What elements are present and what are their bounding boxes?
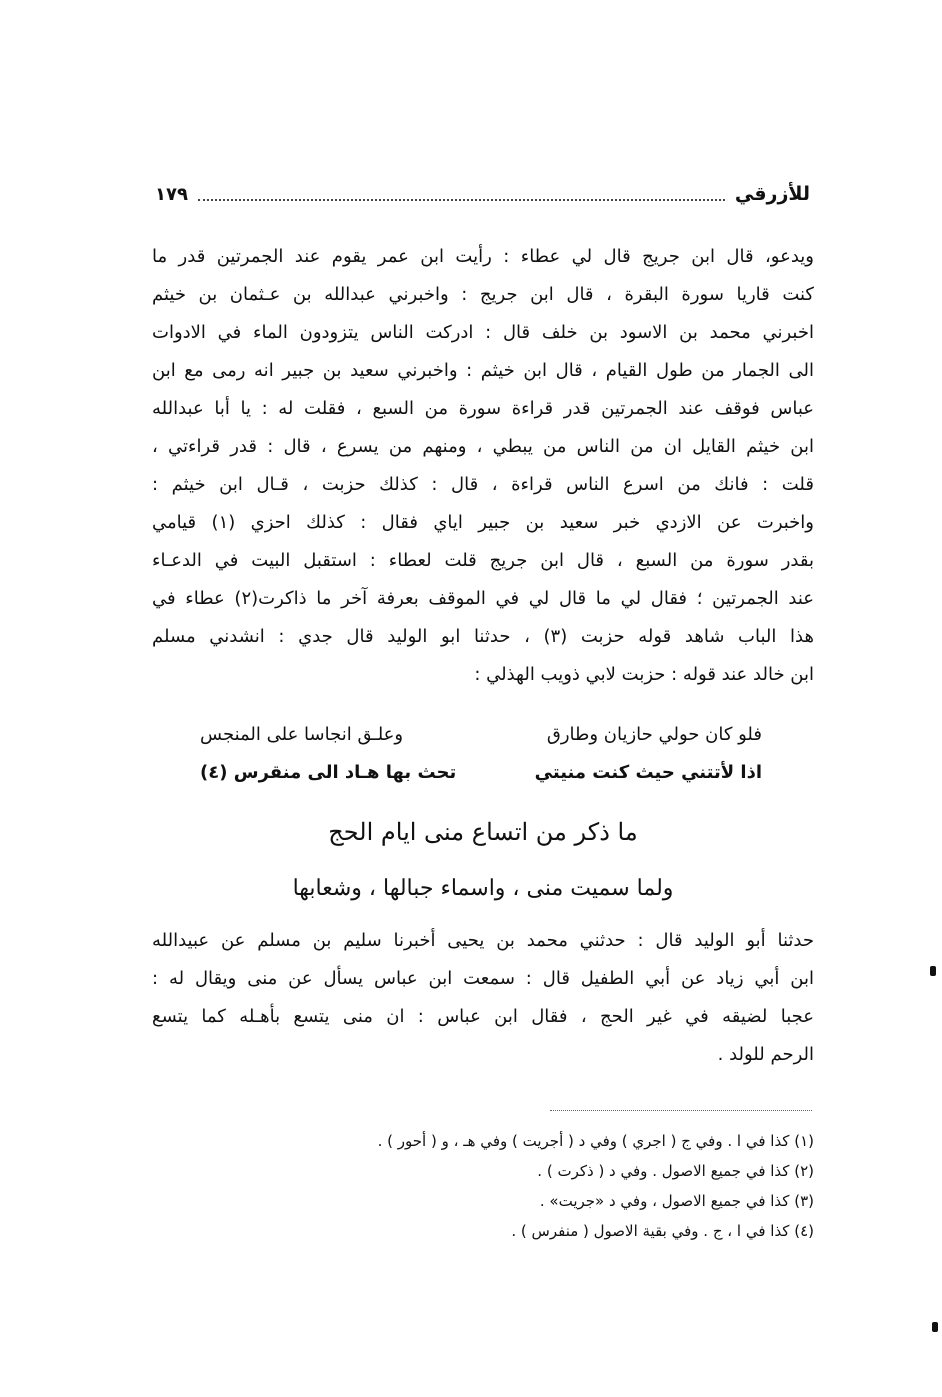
section-heading — [152, 808, 814, 912]
running-title: للأزرقي — [734, 183, 810, 205]
text-line: كنت قاريا سورة البقرة ، قال ابن جريج : واخبرني عبدالله بن عـثمان بن خيثم — [152, 284, 814, 305]
text-line: ابن خيثم القايل ان من الناس من يبطي ، ومنهم من يسرع ، قال : قدر قراءتي ، — [152, 436, 814, 457]
text-line: عند الجمرتين ؛ فقال لي ما قال لي في الموقف بعرفة آخر ما ذاكرت(٢) عطاء في — [152, 588, 814, 609]
text-line: حدثنا أبو الوليد قال : حدثني محمد بن يحيى أخبرنا سليم بن مسلم عن عبيدالله — [152, 930, 814, 951]
margin-ink-mark — [932, 1322, 938, 1332]
text-line: ابن خالد عند قوله : حزبت لابي ذويب الهذلي : — [474, 664, 814, 685]
verse-first-hemistich: فلو كان حولي حازيان وطارق — [546, 724, 762, 745]
text-line: ويدعو، قال ابن جريج قال لي عطاء : رأيت ابن عمر يقوم عند الجمرتين قدر ما — [152, 246, 814, 267]
footnote: (٤) كذا في ا ، ج . وفي بقية الاصول ( منفرس ) . — [511, 1222, 814, 1240]
second-paragraph — [152, 922, 814, 1074]
poetry-verse — [200, 716, 762, 792]
main-paragraph — [152, 238, 814, 694]
footnote: (٢) كذا في جميع الاصول . وفي د ( ذكرت ) . — [537, 1162, 814, 1180]
text-line: عجبا لضيقه في غير الحج ، فقال ابن عباس : ان منى يتسع بأهـله كما يتسع — [152, 1006, 814, 1027]
text-line: واخبرت عن الازدي خبر سعيد بن جبير اياي فقال : كذلك احزي (١) قيامي — [152, 512, 814, 533]
verse-first-hemistich: اذا لأتتني حيث كنت منيتي — [534, 762, 762, 783]
text-line: هذا الباب شاهد قوله حزبت (٣) ، حدثنا ابو الوليد قال جدي : انشدني مسلم — [152, 626, 814, 647]
text-line: الرحم للولد . — [717, 1044, 814, 1065]
text-line: بقدر سورة من السبع ، قال ابن جريج قلت لعطاء : استقبل البيت في الدعـاء — [152, 550, 814, 571]
text-line: ابن أبي زياد عن أبي الطفيل قال : سمعت ابن عباس يسأل عن منى ويقال له : — [152, 968, 814, 989]
footnote: (١) كذا في ا . وفي ج ( اجري ) وفي د ( أجريت ) وفي هـ ، و ( أحور ) . — [377, 1132, 814, 1150]
text-line: الى الجمار من طول القيام ، قال ابن خيثم : واخبرني سعيد بن جبير انه رمى مع ابن — [152, 360, 814, 381]
page-number: ١٧٩ — [155, 183, 188, 205]
text-line: عباس فوقف عند الجمرتين قدر قراءة سورة من السبع ، فقلت له : يا أبا عبدالله — [152, 398, 814, 419]
margin-ink-mark — [930, 966, 936, 976]
footnote: (٣) كذا في جميع الاصول ، وفي د «جريت» . — [539, 1192, 814, 1210]
footnote-separator — [550, 1110, 812, 1111]
verse-second-hemistich: وعلـق انجاسا على المنجس — [200, 724, 404, 745]
page-header — [155, 174, 810, 214]
text-line: قلت : فانك من اسرع الناس قراءة ، قال : كذلك حزبت ، قـال ابن خيثم : — [152, 474, 814, 495]
verse-line — [200, 754, 762, 792]
verse-line — [200, 716, 762, 754]
verse-second-hemistich: تحث بها هـاد الى منقرس (٤) — [200, 762, 457, 783]
section-subtitle: ولما سميت منى ، واسماء جبالها ، وشعابها — [292, 876, 674, 901]
footnotes — [200, 1126, 814, 1246]
section-title: ما ذكر من اتساع منى ايام الحج — [328, 818, 638, 846]
text-line: اخبرني محمد بن الاسود بن خلف قال : ادركت الناس يتزودون الماء في الادوات — [152, 322, 814, 343]
header-dotted-leader — [198, 199, 725, 201]
